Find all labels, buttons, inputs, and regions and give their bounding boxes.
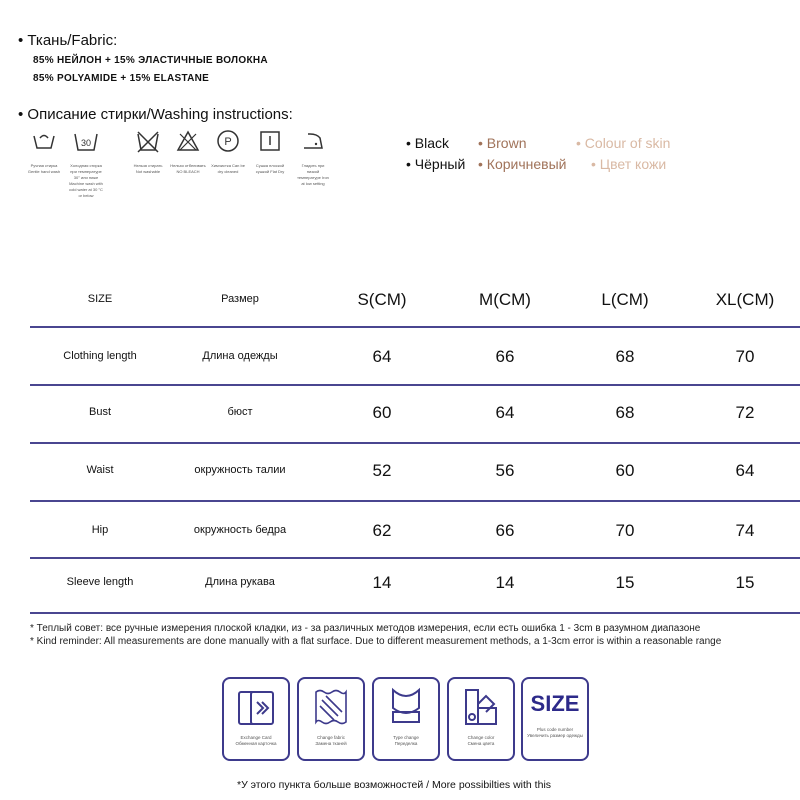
svg-text:P: P [224,136,232,148]
wash-symbol-text: Ручная стирка Gentle hand wash [27,163,61,174]
table-cell: 74 [735,521,755,540]
table-cell: 70 [615,521,635,540]
table-cell: 66 [495,521,515,540]
color-swatch-icon [458,684,504,730]
table-cell: 60 [615,461,635,480]
wash-30-icon [73,128,99,154]
fabric-ru: 85% НЕЙЛОН + 15% ЭЛАСТИЧНЫЕ ВОЛОКНА [33,55,268,66]
table-cell: L(CM) [601,290,649,309]
divider [30,384,800,386]
table-cell: 14 [372,573,392,592]
service-card [222,677,290,761]
washing-title-text: Описание стирки/Washing instructions: [27,106,293,123]
card-label-en: Type change [393,735,419,740]
card-label-en: Change fabric [316,735,346,740]
wash-symbol [210,128,246,175]
table-cell: 15 [735,573,755,592]
table-cell: 14 [495,573,515,592]
color-option: • Brown [478,135,527,151]
card-label-ru: Увеличить размер одежды [527,733,583,738]
divider [30,442,800,444]
color-label: Brown [486,135,527,151]
table-cell: Длина рукава [205,576,275,588]
svg-text:30: 30 [80,138,92,148]
service-card [372,677,440,761]
notes [30,622,795,648]
fabric-en: 85% POLYAMIDE + 15% ELASTANE [33,73,210,84]
table-cell: окружность талии [194,464,286,476]
table-cell: 70 [735,347,755,366]
divider [30,612,800,614]
table-cell: 64 [495,403,515,422]
size-icon: SIZE [530,691,580,716]
card-label-en: Plus code number [536,727,574,732]
table-cell: XL(CM) [715,290,775,309]
table-cell: 56 [495,461,515,480]
color-label: Коричневый [486,156,567,172]
iron-low-icon [300,128,326,154]
wash-symbol-text: Холодная стирка при температуре 30° или ниже Machine wash with cold water at 30 °C or below [69,163,103,198]
color-label: Чёрный [414,156,466,172]
color-option: • Black [406,135,450,151]
divider [30,500,800,502]
top-icon [383,684,429,730]
color-label: Black [414,135,450,151]
dry-clean-icon [215,128,241,154]
color-option: • Чёрный [406,156,466,172]
table-cell: 62 [372,521,392,540]
table-cell: 64 [372,347,392,366]
fabric-icon [308,684,354,730]
wash-symbol [252,128,288,175]
table-cell: 72 [735,403,755,422]
note-en: * Kind reminder: All measurements are done manually with a flat surface. Due to different measurement methods, a 1-3cm error is within a reasonable range [30,636,722,647]
wash-symbol-text: Нельзя отбеливать NO BLEACH [170,163,206,174]
table-cell: 68 [615,403,635,422]
table-cell: бюст [227,406,253,418]
wash-symbol-text: Химчистка Can be dry cleaned [211,163,245,174]
wash-symbol [130,128,166,175]
table-cell: Bust [88,406,112,418]
card-label-ru: Переделка [394,741,418,746]
table-cell: Waist [86,464,114,476]
fabric-title-text: Ткань/Fabric: [27,32,118,49]
fabric-title: • Ткань/Fabric: [18,32,118,49]
table-cell: Размер [221,293,259,305]
table-cell: 64 [735,461,755,480]
hand-wash-icon [31,128,57,154]
wash-symbol-text: Сушка плоской сушкой Flat Dry [255,163,285,174]
note-ru: * Теплый совет: все ручные измерения плоской кладки, из - за различных методов измерения, если есть ошибка 1 - 3cm в разумном диапазоне [30,623,701,634]
divider [30,557,800,559]
exchange-card-icon [233,684,279,730]
service-card [297,677,365,761]
card-label-ru: Обменная карточка [235,741,277,746]
table-cell: Hip [91,524,109,536]
table-cell: S(CM) [357,290,407,309]
card-label-ru: Смена цвета [467,741,495,746]
table-cell: 60 [372,403,392,422]
washing-title: • Описание стирки/Washing instructions: [18,106,293,123]
card-label-ru: Замена тканей [315,741,347,746]
no-bleach-icon [175,128,201,154]
table-cell: M(CM) [479,290,531,309]
color-label: Colour of skin [584,135,671,151]
table-cell: 15 [615,573,635,592]
table-cell: 52 [372,461,392,480]
color-option: • Colour of skin [576,135,671,151]
table-cell: 68 [615,347,635,366]
color-option: • Цвет кожи [591,156,667,172]
card-label-en: Exchange Card [240,735,272,740]
service-card [521,677,589,761]
table-cell: Sleeve length [66,576,134,588]
wash-symbol [68,128,104,199]
flat-dry-icon [257,128,283,154]
divider [30,326,800,328]
table-cell: окружность бедра [193,524,287,536]
wash-symbol-text: Нельзя стирать Not washable [133,163,163,174]
card-label-en: Change color [467,735,495,740]
color-label: Цвет кожи [599,156,667,172]
wash-symbol-text: Гладить при низкой температуре Iron at low setting [297,163,329,186]
color-option: • Коричневый [478,156,567,172]
table-cell: 66 [495,347,515,366]
table-cell: SIZE [87,293,113,305]
table-cell: Длина одежды [202,350,278,362]
wash-symbol [170,128,206,175]
wash-symbol [295,128,331,187]
table-cell: Clothing length [63,350,137,362]
service-card [447,677,515,761]
wash-symbol [26,128,62,175]
do-not-wash-icon [135,128,161,154]
footer-note: *У этого пункта больше возможностей / More possibilties with this [237,779,552,791]
